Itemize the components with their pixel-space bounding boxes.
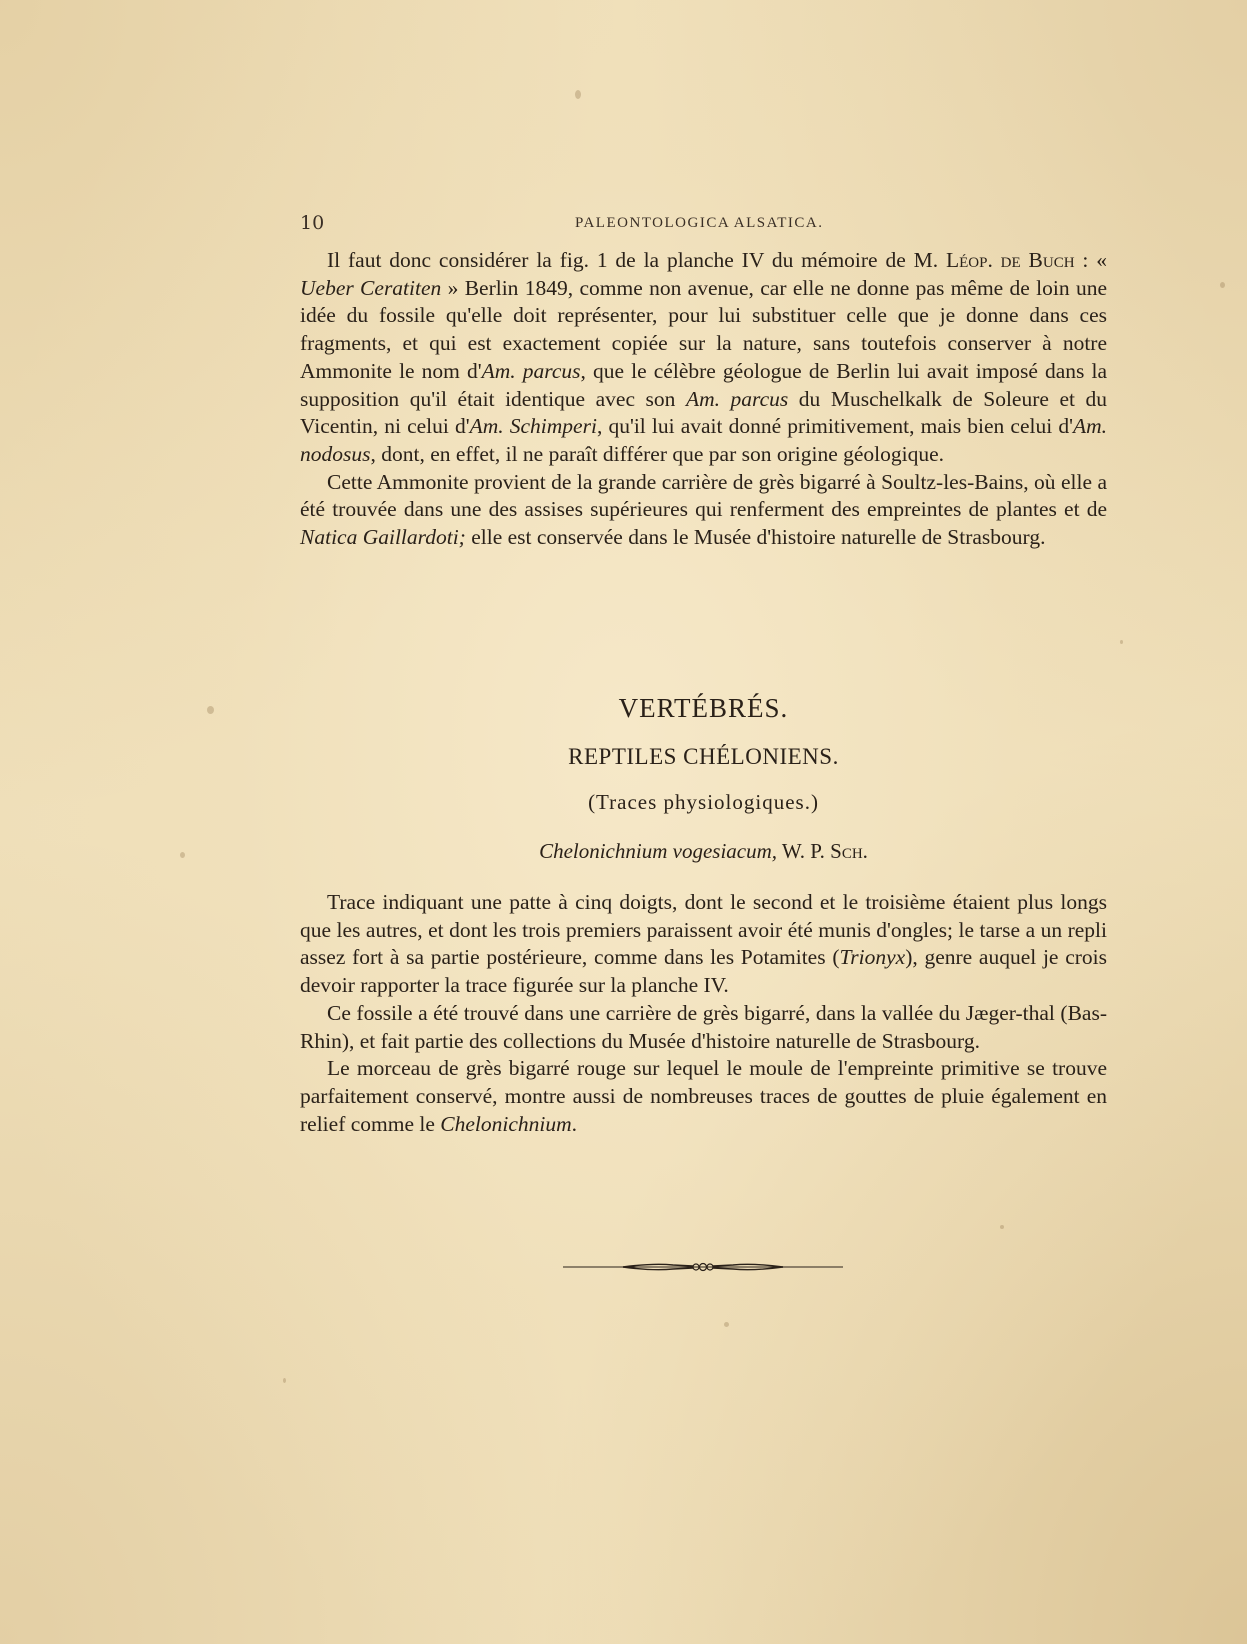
- species-name: Am. parcus: [481, 358, 581, 383]
- body-text-chelonichnium: [300, 889, 1107, 1138]
- species-name: Chelonichnium: [440, 1111, 572, 1136]
- paper-spot: [1220, 282, 1225, 288]
- species-heading: Chelonichnium vogesiacum, W. P. Sch.: [539, 839, 868, 863]
- paragraph: Cette Ammonite provient de la grande carrière de grès bigarré à Soultz-les-Bains, où elle a été trouvée dans une des assises supérieures qui renferment des empreintes de plantes et de Natica Gaillardoti; elle est conservée dans le Musée d'histoire naturelle de Strasbourg.: [300, 469, 1107, 550]
- body-text-ammonite: [300, 247, 1107, 552]
- page-header: [300, 212, 1100, 242]
- section-heading: VERTÉBRÉS.: [618, 693, 789, 723]
- running-head: PALEONTOLOGICA ALSATICA.: [575, 215, 824, 231]
- species-name: Am. Schimperi: [469, 414, 597, 439]
- species-name: Natica Gaillardoti;: [300, 525, 466, 550]
- author-name: Léop. de Buch: [945, 248, 1075, 272]
- paragraph: Trace indiquant une patte à cinq doigts, dont le second et le troisième étaient plus longs que les autres, et dont les trois premiers paraissent avoir été munis d'ongles; le tarse a un repli assez fort à sa partie postérieure, comme dans les Potamites (Trionyx), genre auquel je crois devoir rapporter la trace figurée sur la planche IV.: [300, 890, 1107, 998]
- author-name: Sch.: [830, 839, 868, 863]
- paper-spot: [180, 852, 185, 858]
- paper-spot: [724, 1322, 729, 1327]
- paragraph: Le morceau de grès bigarré rouge sur lequel le moule de l'empreinte primitive se trouve parfaitement conservé, montre aussi de nombreuses traces de gouttes de pluie également en relief comme le Chelonichnium.: [300, 1056, 1107, 1136]
- subsection-note: (Traces physiologiques.): [588, 790, 819, 814]
- paper-spot: [207, 706, 214, 714]
- subsection-heading: REPTILES CHÉLONIENS.: [568, 744, 839, 769]
- paper-spot: [575, 90, 581, 99]
- page-number: 10: [300, 212, 325, 234]
- end-ornament-icon: [563, 1260, 843, 1274]
- paragraph: Il faut donc considérer la fig. 1 de la planche IV du mémoire de M. Léop. de Buch : « Ueber Ceratiten » Berlin 1849, comme non avenue, car elle ne donne pas même de loin une idée du fossile qu'elle doit représenter, pour lui substituer celle que je donne dans ces fragments, et qui est exactement copiée sur la nature, sans toutefois conserver à notre Ammonite le nom d'Am. parcus, que le célèbre géologue de Berlin lui avait imposé dans la supposition qu'il était identique avec son Am. parcus du Muschelkalk de Soleure et du Vicentin, ni celui d'Am. Schimperi, qu'il lui avait donné primitivement, mais bien celui d'Am. nodosus, dont, en effet, il ne paraît différer que par son origine géologique.: [300, 248, 1108, 466]
- paper-spot: [1120, 640, 1123, 644]
- species-name: Am. nodosus: [300, 414, 1108, 466]
- species-name: Chelonichnium vogesiacum,: [539, 839, 778, 863]
- species-name: Am. parcus: [685, 386, 789, 411]
- genus-name: Trionyx: [839, 945, 906, 970]
- paper-spot: [283, 1378, 286, 1383]
- book-title: Ueber Ceratiten: [300, 275, 442, 300]
- paper-spot: [1000, 1225, 1004, 1229]
- paragraph: Ce fossile a été trouvé dans une carrière de grès bigarré, dans la vallée du Jæger-thal (Bas-Rhin), et fait partie des collections du Musée d'histoire naturelle de Strasbourg.: [300, 1000, 1107, 1053]
